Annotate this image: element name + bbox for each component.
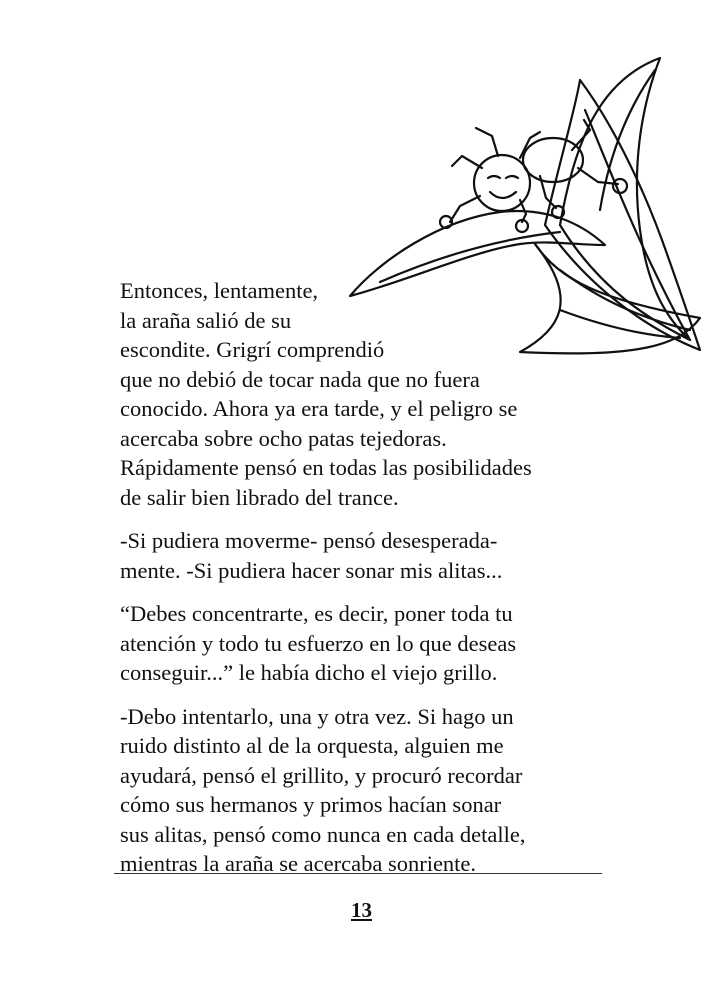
- text-line: conocido. Ahora ya era tarde, y el peligro se: [120, 396, 518, 421]
- story-text: [120, 276, 620, 879]
- paragraph: [120, 599, 620, 688]
- text-line: la araña salió de su: [120, 307, 292, 333]
- text-line: conseguir...” le había dicho el viejo grillo.: [120, 660, 498, 685]
- text-line: mente. -Si pudiera hacer sonar mis alitas...: [120, 557, 503, 583]
- text-line: -Debo intentarlo, una y otra vez. Si hago un: [120, 703, 514, 729]
- text-line: “Debes concentrarte, es decir, poner toda tu: [120, 601, 513, 626]
- text-line: escondite. Grigrí comprendió: [120, 337, 385, 362]
- text-line: Rápidamente pensó en todas las posibilidades: [120, 455, 532, 480]
- page-number: 13: [351, 898, 372, 922]
- text-line: mientras la araña se acercaba sonriente.: [120, 851, 477, 876]
- text-line: Entonces, lentamente,: [120, 278, 319, 303]
- text-line: -Si pudiera moverme- pensó desesperada-: [120, 528, 498, 553]
- paragraph: [120, 276, 620, 512]
- text-line: cómo sus hermanos y primos hacían sonar: [120, 792, 502, 817]
- paragraph: [120, 702, 620, 879]
- text-line: que no debió de tocar nada que no fuera: [120, 366, 480, 392]
- text-line: ruido distinto al de la orquesta, alguien me: [120, 733, 504, 758]
- text-line: de salir bien librado del trance.: [120, 484, 399, 510]
- footer-divider: [114, 873, 602, 874]
- text-line: acercaba sobre ocho patas tejedoras.: [120, 425, 447, 451]
- text-line: sus alitas, pensó como nunca en cada detalle,: [120, 821, 526, 847]
- paragraph: [120, 526, 620, 585]
- text-line: ayudará, pensó el grillito, y procuró recordar: [120, 762, 523, 788]
- text-line: atención y todo tu esfuerzo en lo que deseas: [120, 630, 517, 656]
